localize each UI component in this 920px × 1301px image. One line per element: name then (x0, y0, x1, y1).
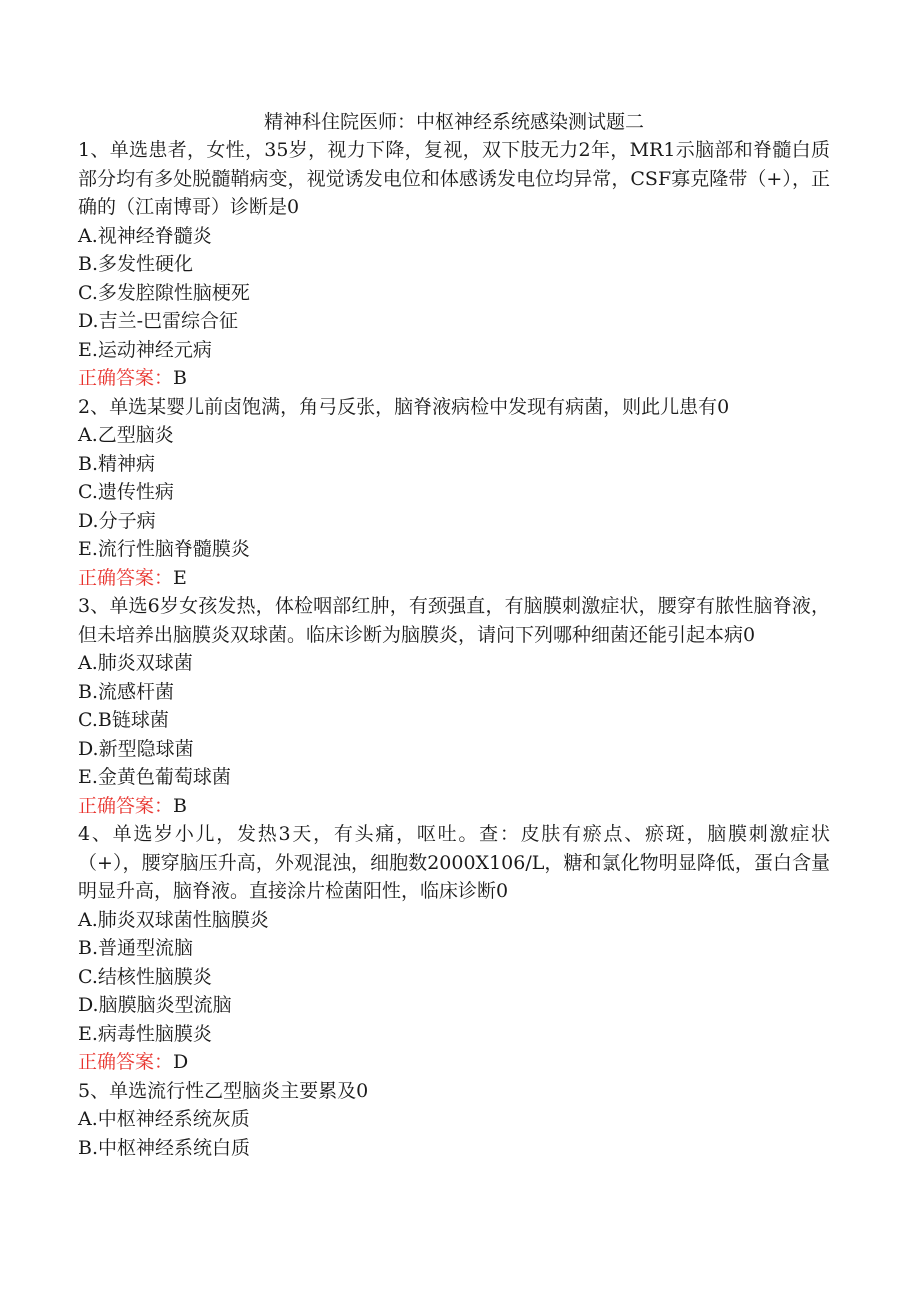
correct-answer-value: E (173, 566, 187, 589)
answer-option: E.运动神经元病 (78, 338, 212, 361)
correct-answer (78, 792, 830, 821)
question-list (78, 136, 830, 1162)
answer-option: E.病毒性脑膜炎 (78, 1022, 212, 1045)
correct-answer-value: B (173, 367, 187, 389)
question-block (78, 1077, 830, 1163)
correct-answer-label: 正确答案： (78, 367, 174, 389)
answer-option: C.多发腔隙性脑梗死 (78, 281, 250, 304)
answer-option: A.肺炎双球菌 (78, 652, 193, 674)
answer-option: C.结核性脑膜炎 (78, 965, 212, 988)
answer-option: C.B链球菌 (78, 709, 169, 731)
correct-answer (78, 1048, 830, 1077)
answer-option: E.金黄色葡萄球菌 (78, 766, 231, 788)
question-block (78, 592, 830, 820)
answer-option: D.分子病 (78, 509, 156, 532)
answer-option: B.普通型流脑 (78, 937, 194, 959)
answer-option: C.遗传性病 (78, 481, 174, 503)
question-block (78, 393, 830, 593)
question-stem: 3、单选6岁女孩发热，体检咽部红肿，有颈强直，有脑膜刺激症状，腰穿有脓性脑脊液，但未培养出脑膜炎双球菌。临床诊断为脑膜炎，请问下列哪种细菌还能引起本病0 (78, 595, 830, 646)
question-stem: 1、单选患者，女性，35岁，视力下降，复视，双下肢无力2年，MR1示脑部和脊髓白质部分均有多处脱髓鞘病变，视觉诱发电位和体感诱发电位均异常，CSF寡克隆带（+），正确的（江南博哥）诊断是0 (78, 139, 830, 218)
correct-answer (78, 564, 830, 593)
answer-option: A.肺炎双球菌性脑膜炎 (78, 908, 269, 931)
document-page (78, 108, 830, 1162)
correct-answer-label: 正确答案： (78, 1051, 174, 1073)
question-stem: 4、单选岁小儿，发热3天，有头痛，呕吐。查：皮肤有瘀点、瘀斑，脑膜刺激症状（+），腰穿脑压升高，外观混浊，细胞数2000X106/L，糖和氯化物明显降低，蛋白含量明显升高，脑脊液。直接涂片检菌阳性，临床诊断0 (78, 823, 830, 902)
answer-option: D.新型隐球菌 (78, 737, 194, 760)
question-stem: 2、单选某婴儿前卤饱满，角弓反张，脑脊液病检中发现有病菌，则此儿患有0 (78, 395, 730, 418)
question-block (78, 136, 830, 393)
answer-option: D.脑膜脑炎型流脑 (78, 994, 232, 1016)
correct-answer-value: B (173, 794, 187, 817)
answer-option: E.流行性脑脊髓膜炎 (78, 538, 250, 560)
answer-option: A.中枢神经系统灰质 (78, 1108, 250, 1130)
answer-option: D.吉兰-巴雷综合征 (78, 310, 239, 332)
document-title: 精神科住院医师：中枢神经系统感染测试题二 (263, 111, 644, 133)
answer-option: A.视神经脊髓炎 (78, 224, 212, 247)
correct-answer-label: 正确答案： (78, 794, 174, 817)
correct-answer (78, 364, 830, 393)
answer-option: B.流感杆菌 (78, 680, 175, 703)
answer-option: B.精神病 (78, 452, 156, 475)
question-block (78, 820, 830, 1077)
correct-answer-label: 正确答案： (78, 566, 174, 589)
answer-option: B.多发性硬化 (78, 253, 194, 275)
question-stem: 5、单选流行性乙型脑炎主要累及0 (78, 1079, 369, 1102)
answer-option: A.乙型脑炎 (78, 424, 174, 446)
correct-answer-value: D (173, 1051, 189, 1073)
answer-option: B.中枢神经系统白质 (78, 1136, 251, 1159)
